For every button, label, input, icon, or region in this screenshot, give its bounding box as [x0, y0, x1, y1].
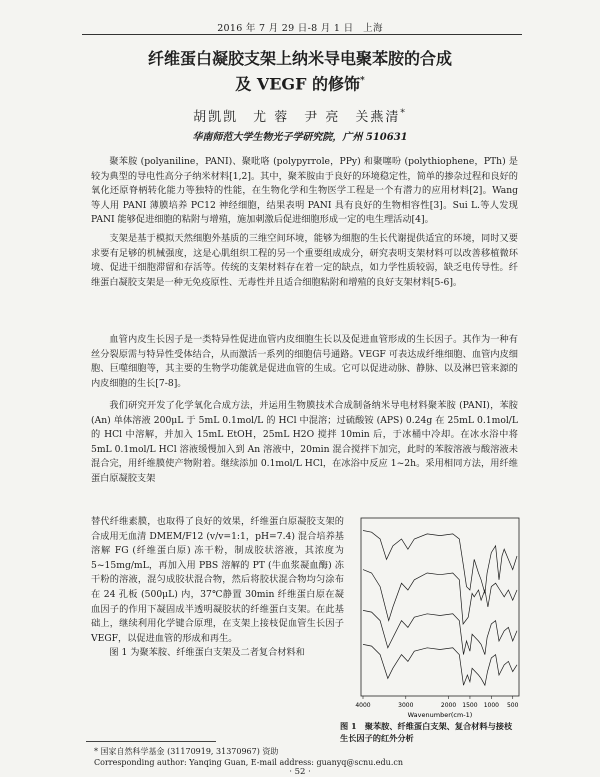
body-paragraph [91, 232, 518, 290]
title-line-2-text: 及 VEGF 的修饰 [235, 74, 361, 94]
x-tick-label: 2000 [440, 702, 457, 709]
left-column-text [91, 515, 344, 661]
funding-mark: * [94, 747, 98, 756]
running-head: 2016 年 7 月 29 日-8 月 1 日 上海 [217, 23, 383, 34]
corresponding-mark: * [400, 108, 407, 119]
title-line-2 [60, 70, 540, 95]
caption-text: 聚苯胺、纤维蛋白支架、复合材料与接枝生长因子的红外分析 [340, 721, 513, 743]
paragraph-text: 我们研究开发了化学氧化合成方法，并运用生物膜技术合成制备纳米导电材料聚苯胺 (PANI)，苯胺 (An) 单体溶液 200μL 于 5mL 0.1mol/L 的 HCl 中混溶；过硫酸铵 (APS) 0.24g 在 25mL 0.1mol/L 的 HCl 中溶解，并加入 15mL EtOH，25mL H2O 搅拌 10min 后，于冰桶中冷却。在冰水浴中将 5mL 0.1mol/L HCl 溶液缓慢加入到 An 溶液中，20min 混合搅拌下加完，此时的苯胺溶液与酸溶液未混合完，用纤维膜使产物附着。继续添加 0.1mol/L HCl，在冰浴中反应 1~2h。采用相同方法，用纤维蛋白原凝胶支架 [91, 400, 518, 484]
body-paragraph [91, 155, 518, 228]
x-tick-label: 1500 [462, 702, 478, 709]
paragraph-text: 支架是基于模拟天然细胞外基质的三维空间环境，能够为细胞的生长代谢提供适宜的环境，同时又要求要有足够的机械强度，这是心肌组织工程的另一个重要组成成分，研究表明支架材料可以改善移植微环境、促进干细胞滞留和存活等。传统的支架材料存在着一定的缺点，如力学性质较弱，缺乏电传导性。纤维蛋白凝胶支架是一种无免疫原性、无毒性并且适合细胞粘附和增殖的良好支架材料[5-6]。 [91, 233, 518, 288]
x-tick-label: 3000 [398, 702, 414, 709]
paragraph-text: 聚苯胺 (polyaniline，PANI)、聚吡咯 (polypyrrole，PPy) 和聚噻吩 (polythiophene，PTh) 是较为典型的导电性高分子纳米材料[1,2]。其中，聚苯胺由于良好的环境稳定性，简单的掺杂过程和良好的氧化还原脊柄转化能力等独特的性能，在生物化学和生物医学工程是一个有潜力的应用材料[2]。Wang 等人用 PANI 薄膜培养 PC12 神经细胞，结果表明 PANI 具有良好的生物相容性[3]。Sui L.等人发现 PANI 能够促进细胞的粘附与增殖，施加刺激后促进细胞形成一定的电生理活动[4]。 [91, 156, 518, 226]
spectrum-line-4 [363, 644, 517, 685]
left-column-paragraph: 替代纤维素膜，也取得了良好的效果，纤维蛋白原凝胶支架的合成用无血清 DMEM/F12 (v/v=1:1，pH=7.4) 混合培养基溶解 FG (纤维蛋白原) 冻干粉，制成胶状溶液，其浓度为 5~15mg/mL，再加入用 PBS 溶解的 PT (牛血浆凝血酶) 冻干粉的溶液，混匀成胶状混合物，然后将胶状混合物均匀涂布在 24 孔板 (500μL) 内，37℃静置 30min 纤维蛋白原在凝血因子的作用下凝固成半透明凝胶状的纤维蛋白支架。在此基础上，继续利用化学键合原理，在支架上接枝促血管生长因子 VEGF，以促进血管的形成和再生。 [91, 516, 344, 644]
spectrum-line-1 [363, 531, 517, 594]
figure-caption [340, 720, 520, 744]
corresponding-author-footnote: Corresponding author: Yanqing Guan, E-mail address: guanyq@scnu.edu.cn [94, 758, 403, 767]
title-footnote-mark: * [360, 76, 365, 86]
title-line-1: 纤维蛋白凝胶支架上纳米导电聚苯胺的合成 [147, 49, 452, 68]
funding-footnote [94, 746, 278, 757]
body-paragraph [91, 399, 518, 487]
x-tick-label: 4000 [355, 702, 371, 709]
spectrum-line-3 [363, 610, 517, 654]
caption-label: 图 1 [340, 721, 357, 731]
body-paragraph [91, 333, 518, 391]
left-column-paragraph: 图 1 为聚苯胺、纤维蛋白支架及二者复合材料和 [109, 647, 305, 659]
ir-spectrum-figure [353, 512, 525, 720]
article-title [60, 48, 540, 95]
footnote-rule [86, 741, 216, 742]
x-axis-label: Wavenumber(cm-1) [407, 711, 473, 719]
author-list [0, 106, 600, 125]
page-number: · 52 · [289, 767, 311, 777]
x-tick-label: 500 [506, 702, 519, 709]
paragraph-text: 血管内皮生长因子是一类特异性促进血管内皮细胞生长以及促进血管形成的生长因子。其作为一种有丝分裂原需与特异性受体结合，从而激活一系列的细胞信号通路。VEGF 可表达成纤维细胞、血管内皮细胞、巨噬细胞等，其主要的生物学功能就是促进血管的生成。它可以促进动脉、静脉、以及淋巴管来源的内皮细胞的生长[7-8]。 [91, 334, 518, 389]
author-names: 胡凯凯 尤 蓉 尹 亮 关燕清 [193, 110, 401, 125]
funding-text: 国家自然科学基金 (31170919, 31370967) 资助 [100, 747, 279, 756]
header-rule [82, 34, 522, 35]
x-tick-label: 1000 [483, 702, 499, 709]
ir-spectrum-chart [353, 512, 525, 720]
affiliation: 华南师范大学生物光子学研究院，广州 510631 [192, 132, 408, 143]
